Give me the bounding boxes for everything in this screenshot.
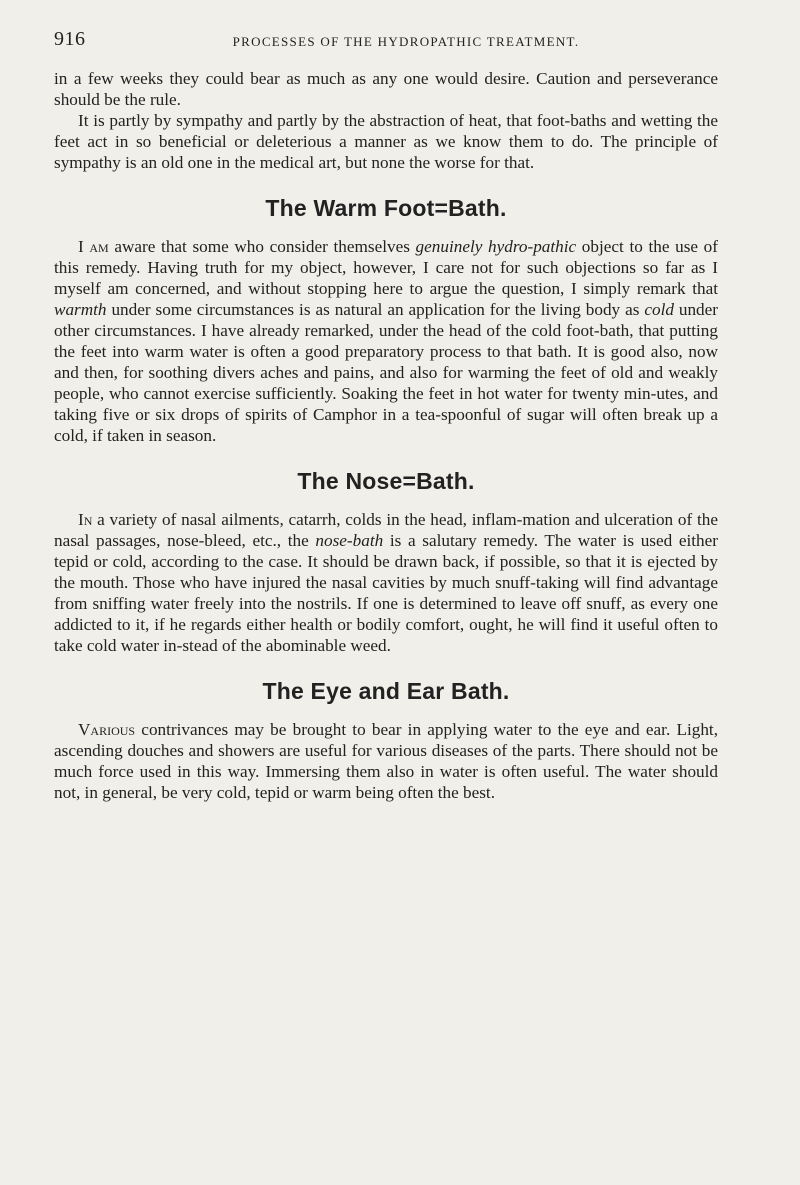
italic-run: nose-bath (315, 531, 384, 550)
text-run: a variety of nasal ailments, catarrh, colds in the head, inflam-mation and ulceration of the nasal passages, nose-bleed, etc., the (54, 510, 718, 550)
page-header (54, 28, 718, 68)
italic-run: genuinely hydro-pathic (415, 237, 577, 256)
text-run: object to the use of this remedy. Having truth for my object, however, I care not for such objections so far as I myself am concerned, and without stopping here to argue the question, I simply remark that (54, 237, 718, 298)
running-head: PROCESSES OF THE HYDROPATHIC TREATMENT. (232, 34, 580, 49)
text-run: under other circumstances. I have already remarked, under the head of the cold foot-bath, that putting the feet into warm water is often a good preparatory process to that bath. It is good also, now and then, for soothing divers aches and pains, and also for warming the feet of old and weakly people, who cannot exercise sufficiently. Soaking the feet in hot water for twenty min-utes, and taking five or six drops of spirits of Camphor in a tea-spoonful of sugar will often break up a cold, if taken in season. (54, 300, 719, 445)
page-number: 916 (54, 28, 86, 50)
lead-word: I am (78, 237, 109, 256)
lead-word: In (78, 510, 93, 529)
text-run: is a salutary remedy. The water is used either tepid or cold, according to the case. It should be drawn back, if possible, so that it is ejected by the mouth. Those who have injured the nasal cavities by much snuff-taking will find advantage from sniffing water freely into the nostrils. If one is determined to leave off snuff, as every one addicted to it, if he regards either health or bodily comfort, ought, he will find it useful often to take cold water in-stead of the abominable weed. (54, 531, 718, 655)
book-page (54, 28, 718, 803)
section-title-warm-foot-bath: The Warm Foot=Bath. (265, 195, 507, 221)
section-paragraph-warm-foot-bath (54, 236, 718, 446)
intro-paragraph-2: It is partly by sympathy and partly by the abstraction of heat, that foot-baths and wetting the feet act in so beneficial or deleterious a manner as we know them to do. The principle of sympathy is an old one in the medical art, but none the worse for that. (54, 111, 718, 172)
section-paragraph-nose-bath (54, 509, 718, 656)
text-run: under some circumstances is as natural an application for the living body as (106, 300, 645, 319)
italic-run: cold (644, 300, 674, 319)
section-paragraph-eye-ear-bath (54, 719, 718, 803)
intro-paragraph-1: in a few weeks they could bear as much as any one would desire. Caution and perseverance should be the rule. (54, 69, 718, 109)
section-title-nose-bath: The Nose=Bath. (297, 468, 475, 494)
italic-run: warmth (54, 300, 107, 319)
section-title-eye-ear-bath: The Eye and Ear Bath. (262, 678, 510, 704)
text-run: contrivances may be brought to bear in applying water to the eye and ear. Light, ascending douches and showers are useful for various diseases of the parts. There should not be much force used in this way. Immersing them also in water is often useful. The water should not, in general, be very cold, tepid or warm being often the best. (54, 720, 718, 802)
lead-word: Various (78, 720, 136, 739)
text-run: aware that some who consider themselves (108, 237, 416, 256)
